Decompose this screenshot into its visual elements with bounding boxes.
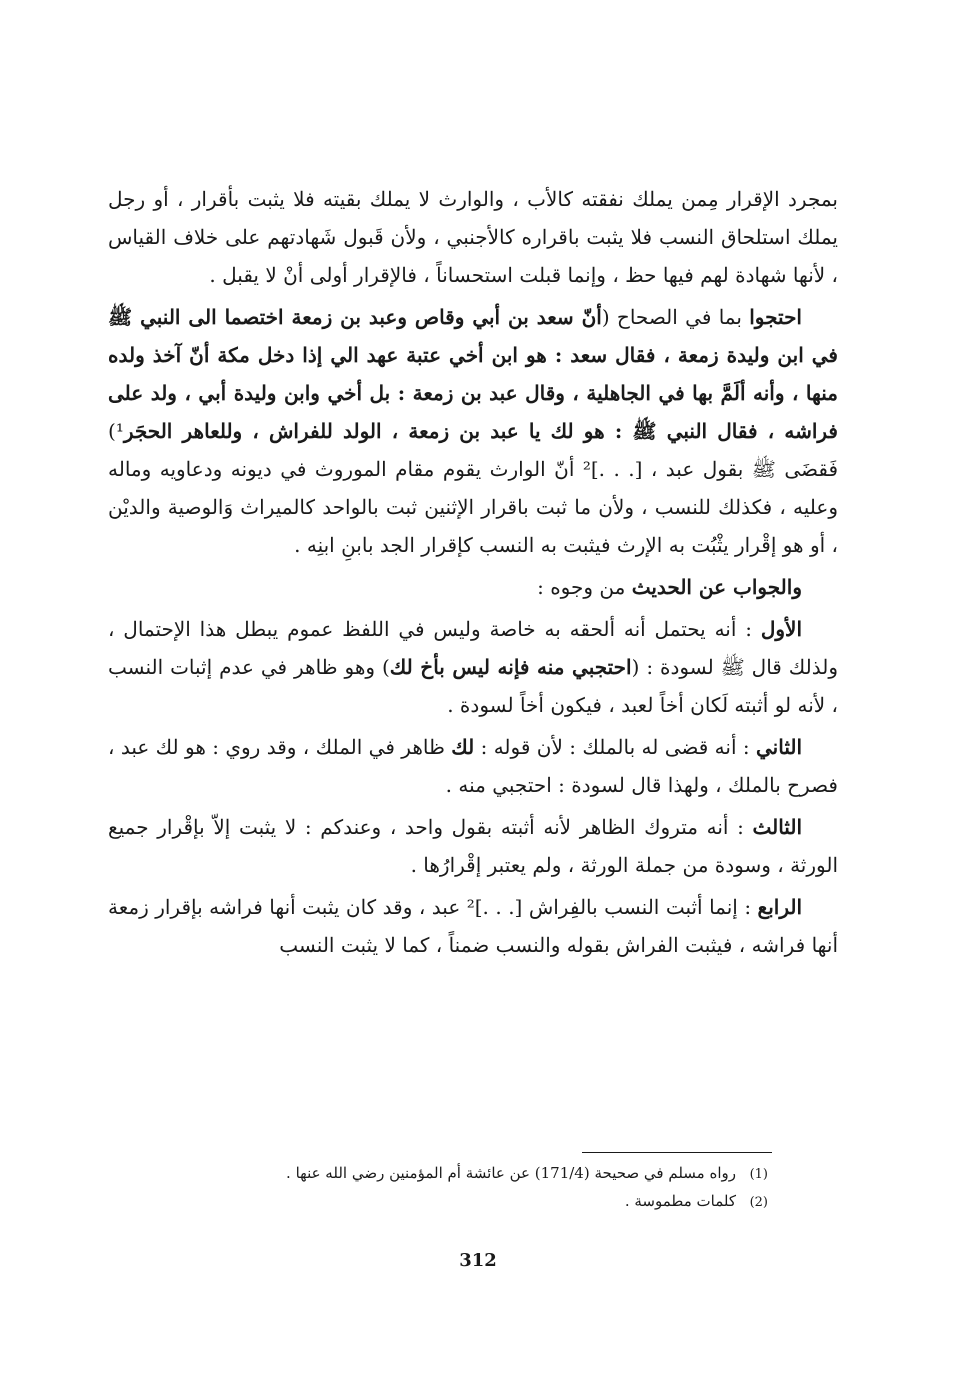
text-segment: : أنه يحتمل أنه ألحقه به خاصة وليس في اللفظ عموم يبطل هذا الإحتمال ، ولذلك قال ﷺ لسودة : (	[108, 617, 838, 679]
footnotes	[200, 1160, 768, 1216]
text-segment: : أنه متروك الظاهر لأنه أثبته بقول واحد ، وعندكم : لا يثبت إلاّ بإقْرار جميع الورثة ، وسودة من جملة الورثة ، ولم يعتبر إقْرارُها .	[108, 815, 838, 877]
text-segment: بمجرد الإقرار مِمن يملك نفقته كالأب ، والوارث لا يملك بقيته فلا يثبت بأقرار ، أو رجل يملك استلحاق النسب فلا يثبت باقراره كالأجنبي ، ولأن قَبول شَهادتهم على خلاف القياس ، لأنها شهادة لهم فيها حظ ، وإنما قبلت استحساناً ، فالإقرار أولى أنْ لا يقبل .	[108, 187, 838, 287]
text-segment: ظاهر في الملك ، وقد روي : هو لك عبد ، فصرح بالملك ، ولهذا قال لسودة : احتجبي منه .	[108, 735, 838, 797]
footnote	[200, 1188, 768, 1216]
footnote	[200, 1160, 768, 1188]
bold-text-segment: احتجوا	[749, 305, 802, 329]
text-segment: ¹) فَقضَى ﷺ بقول عبد ، [. . .]² أنّ الوارث يقوم مقام الموروث في ديونه ودعاويه وماله وعليه ، فكذلك للنسب ، ولأن ما ثبت باقرار الإثنين ثبت بالواحد كالميراث وَالوصية والديْن ، أو هو إقْرار يثْبُت به الإرث فيثبت به النسب كإقرار الجد بابنِ ابنِه .	[108, 419, 839, 557]
bold-text-segment: لك	[451, 735, 475, 759]
bold-text-segment: الأول	[760, 617, 802, 641]
paragraph	[108, 180, 838, 294]
text-segment: بما في الصحاح (	[601, 305, 750, 329]
paragraph	[108, 808, 838, 884]
text-segment: : إنما أثبت النسب بالفِراش [. . .]² عبد ، وقد كان يثبت أنها فراشه بإقرار زمعة أنها فراشه ، فيثبت الفراش بقوله والنسب ضمناً ، كما لا يثبت النسب	[108, 895, 838, 957]
bold-text-segment: الثالث	[752, 815, 802, 839]
bold-text-segment: أنّ سعد بن أبي وقاص وعبد بن زمعة اختصما الى النبي ﷺ في ابن وليدة زمعة ، فقال سعد : هو ابن أخي عتبة عهد الي إذا دخل مكة أنّ آخذ ولده منها ، وأنه ألَمَّ بها في الجاهلية ، وقال عبد بن زمعة : بل أخي وابن وليدة أبي ، ولد على فراشه ، فقال النبي ﷺ : هو لك يا عبد بن زمعة ، الولد للفراش ، وللعاهر الحجَر	[108, 305, 838, 443]
text-segment: : أنه قضى له بالملك : لأن قوله :	[474, 735, 756, 759]
bold-text-segment: احتجبي منه فإنه ليس بأخ لك	[389, 655, 632, 679]
footnote-number: (1)	[749, 1167, 768, 1182]
bold-text-segment: الثاني	[755, 735, 802, 759]
footnote-text: رواه مسلم في صحيحة (171/4) عن عائشة أم المؤمنين رضي الله عنها .	[286, 1164, 736, 1182]
bold-text-segment: والجواب عن الحديث	[631, 575, 802, 599]
paragraph	[108, 610, 838, 724]
text-segment: ) وهو ظاهر في عدم إثبات النسب ، لأنه لو أثبته لَكان أخاً لعبد ، فيكون أخاً لسودة .	[108, 655, 838, 717]
footnote-divider	[582, 1152, 772, 1153]
paragraph	[108, 728, 838, 804]
paragraph	[108, 298, 838, 564]
main-text	[108, 180, 838, 964]
paragraph	[108, 888, 838, 964]
footnote-text: كلمات مطموسة .	[624, 1192, 736, 1210]
paragraph	[108, 568, 838, 606]
footnote-number: (2)	[749, 1195, 768, 1210]
page-number: 312	[459, 1250, 497, 1271]
text-segment: من وجوه :	[537, 575, 632, 599]
bold-text-segment: الرابع	[757, 895, 802, 919]
